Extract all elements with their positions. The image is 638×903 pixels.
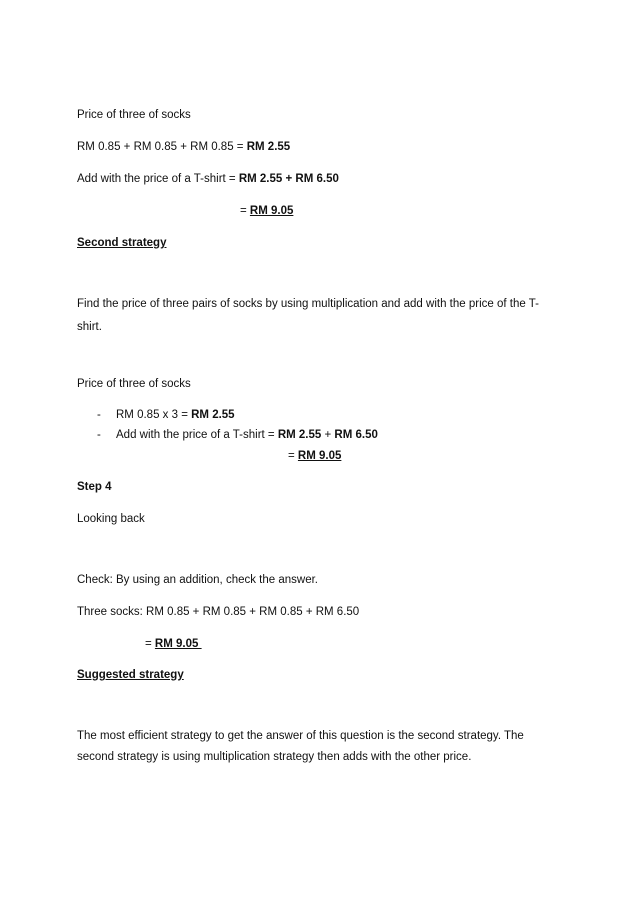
add-tshirt-line xyxy=(77,172,339,186)
second-total-prefix: = xyxy=(288,450,298,462)
add-tshirt-result: RM 2.55 + RM 6.50 xyxy=(238,173,339,185)
check-line: Check: By using an addition, check the answer. xyxy=(77,574,319,586)
step4-total-value: RM 9.05 xyxy=(154,638,202,650)
second-total-value: RM 9.05 xyxy=(297,450,342,462)
second-strategy-heading: Price of three of socks xyxy=(77,378,191,390)
bullet-add-a: RM 2.55 xyxy=(277,429,322,441)
socks-sum-result: RM 2.55 xyxy=(246,141,291,153)
suggested-strategy-title: Suggested strategy xyxy=(77,669,184,681)
bullet-multiply xyxy=(116,408,235,422)
suggested-line-1: The most efficient strategy to get the answer of this question is the second strategy. The xyxy=(77,730,524,742)
bullet-add-b: RM 6.50 xyxy=(334,429,378,441)
looking-back: Looking back xyxy=(77,513,145,525)
three-socks-line: Three socks: RM 0.85 + RM 0.85 + RM 0.85 + RM 6.50 xyxy=(77,606,360,618)
bullet-mark: - xyxy=(97,429,101,441)
bullet-multiply-text: RM 0.85 x 3 = xyxy=(116,409,192,421)
socks-sum-line xyxy=(77,140,290,154)
first-total-prefix: = xyxy=(240,205,250,217)
first-total-value: RM 9.05 xyxy=(249,205,294,217)
bullet-mark: - xyxy=(97,409,101,421)
socks-sum-text: RM 0.85 + RM 0.85 + RM 0.85 = xyxy=(77,141,247,153)
suggested-line-2: second strategy is using multiplication strategy then adds with the other price. xyxy=(77,751,472,763)
second-strategy-desc-1: Find the price of three pairs of socks by using multiplication and add with the price of the T- xyxy=(77,298,539,310)
add-tshirt-text: Add with the price of a T-shirt = xyxy=(77,173,239,185)
first-strategy-heading: Price of three of socks xyxy=(77,109,191,121)
second-total-line xyxy=(288,449,341,463)
step4-total-prefix: = xyxy=(145,638,155,650)
step4-total-line xyxy=(145,637,202,651)
bullet-multiply-result: RM 2.55 xyxy=(191,409,235,421)
bullet-add-text: Add with the price of a T-shirt = xyxy=(116,429,278,441)
bullet-add-plus: + xyxy=(321,429,335,441)
step4-title: Step 4 xyxy=(77,481,112,493)
second-strategy-title: Second strategy xyxy=(77,237,167,249)
second-strategy-desc-2: shirt. xyxy=(77,321,102,333)
bullet-add xyxy=(116,428,378,442)
first-total-line xyxy=(240,204,293,218)
